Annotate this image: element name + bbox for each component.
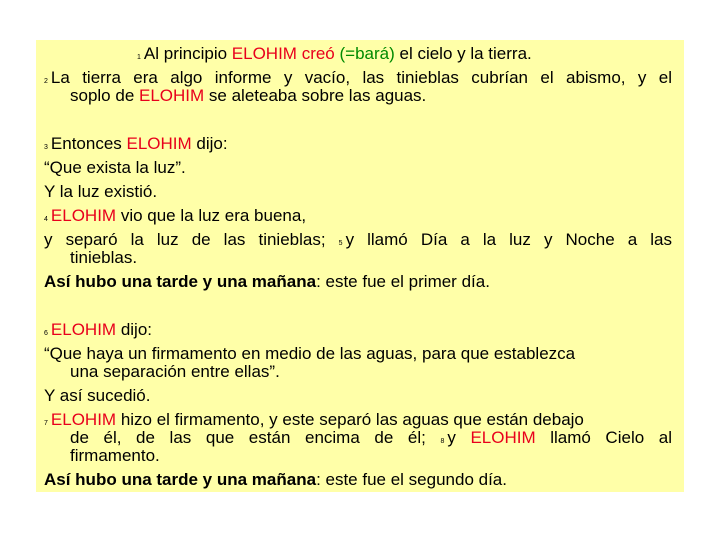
elohim-word: ELOHIM [50, 206, 117, 225]
verse-2-cont: soplo de ELOHIM se aleteaba sobre las aguas. [70, 86, 427, 105]
verse-number: 5 [338, 240, 343, 247]
verse-1: 1 Al principio ELOHIM creó (=bará) el cielo y la tierra. [137, 44, 532, 63]
verse-2: 2 La tierra era algo informe y vacío, las tinieblas cubrían el abismo, y el [44, 68, 672, 87]
verse-6: 6 ELOHIM dijo: [44, 320, 153, 339]
elohim-word: ELOHIM [50, 320, 117, 339]
verse-number: 7 [44, 420, 48, 427]
elohim-word: ELOHIM [139, 86, 205, 105]
bara-note: (=bará) [334, 44, 395, 63]
verse-7: 7 ELOHIM hizo el firmamento, y este separó las aguas que están debajo [44, 410, 584, 429]
day-one-closing: Así hubo una tarde y una mañana: este fue el primer día. [44, 272, 490, 291]
verse-4: 4 ELOHIM vio que la luz era buena, [44, 206, 307, 225]
verse-3: 3 Entonces ELOHIM dijo: [44, 134, 228, 153]
verse-6-result: Y así sucedió. [44, 386, 151, 405]
verse-6-quote-cont: una separación entre ellas”. [70, 362, 280, 381]
verse-4-cont: y separó la luz de las tinieblas; 5 y llamó Día a la luz y Noche a las [44, 230, 672, 249]
verse-6-quote: “Que haya un firmamento en medio de las aguas, para que establezca [44, 344, 576, 363]
elohim-word: ELOHIM [126, 134, 192, 153]
elohim-word: ELOHIM [231, 44, 297, 63]
elohim-word: ELOHIM [50, 410, 117, 429]
verse-number: 6 [44, 330, 48, 337]
verse-7-cont: de él, de las que están encima de él; 8 y ELOHIM llamó Cielo al [70, 428, 672, 447]
verse-7-end: firmamento. [70, 446, 160, 465]
verse-3-quote: “Que exista la luz”. [44, 158, 186, 177]
elohim-word: ELOHIM [470, 428, 536, 447]
verse-number: 2 [44, 78, 48, 85]
verse-number: 8 [440, 438, 445, 445]
verse-4-end: tinieblas. [70, 248, 138, 267]
verse-number: 1 [137, 54, 141, 61]
day-two-closing: Así hubo una tarde y una mañana: este fue el segundo día. [44, 470, 507, 489]
slide-text-panel [36, 40, 684, 492]
verse-number: 4 [44, 216, 48, 223]
verse-3-result: Y la luz existió. [44, 182, 158, 201]
verse-number: 3 [44, 144, 48, 151]
